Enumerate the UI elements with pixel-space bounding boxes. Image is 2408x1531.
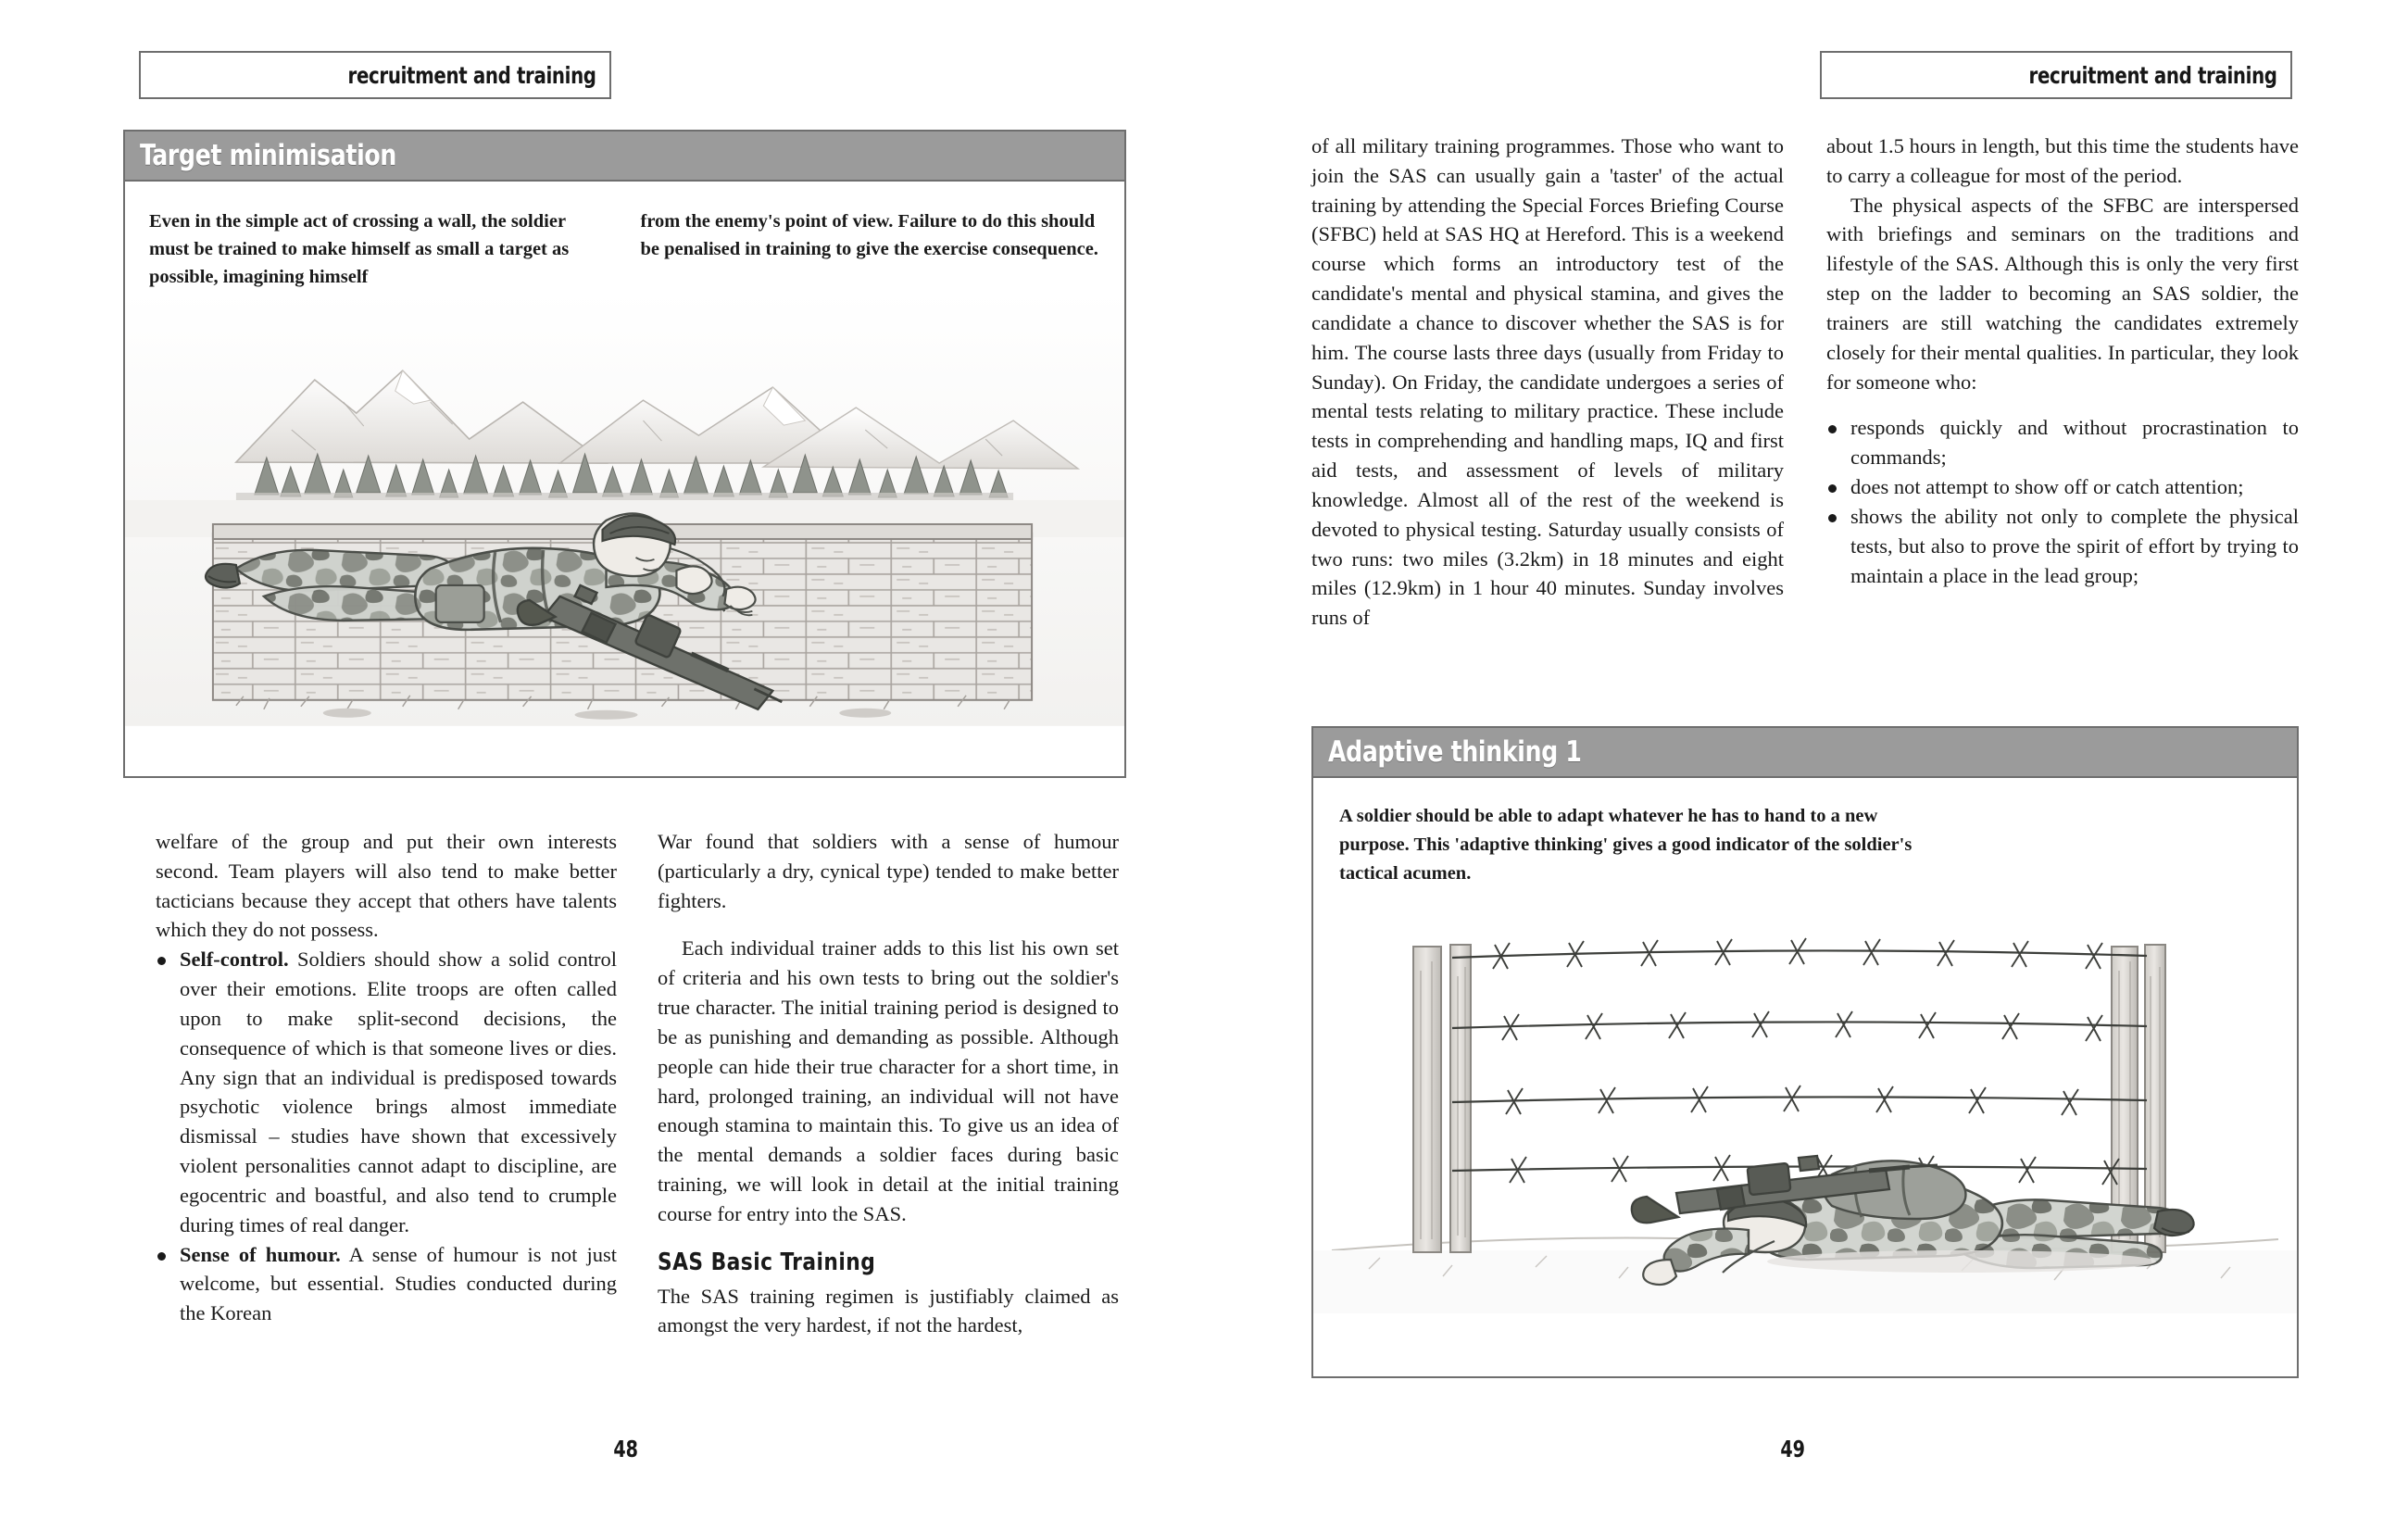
column-2 [1826, 132, 2299, 633]
paragraph-sfbc: of all military training programmes. Those who want to join the SAS can usually gain a 'taster' of the actual training by attending the Special Forces Briefing Course (SFBC) held at SAS HQ at Hereford. This is a weekend course which forms an introductory test of the candidate's mental and physical stamina, and gives the candidate a chance to discover whether the SAS is for him. The course lasts three days (usually from Friday to Sunday). On Friday, the candidate undergoes a series of mental tests relating to military practice. These include tests in comprehending and handling maps, IQ and first aid tests, and assessment of levels of military knowledge. Almost all of the rest of the weekend is devoted to physical testing. Saturday usually consists of two runs: two miles (3.2km) in 18 minutes and eight miles (12.9km) in 1 hour 40 minutes. Sunday involves runs of [1311, 134, 1784, 630]
feature-caption-col-2: from the enemy's point of view. Failure to do this should be penalised in training to give the exercise consequence. [640, 211, 1098, 260]
feature-caption-text: A soldier should be able to adapt whatever he has to hand to a new purpose. This 'adaptive thinking' gives a good indicator of the soldier's tactical acumen. [1339, 806, 1913, 884]
column-1 [1311, 132, 1784, 633]
running-head-left-label: recruitment and training [347, 61, 596, 89]
bullet-sense-of-humour [156, 1240, 617, 1328]
feature-caption-col-1: Even in the simple act of crossing a wall, the soldier must be trained to make himself as small a target as possible, imagining himself [149, 211, 570, 288]
feature-box-target-minimisation [123, 130, 1126, 778]
feature-box-adaptive-thinking [1311, 726, 2299, 1378]
soldier-crossing-brick-wall-illustration [125, 291, 1124, 726]
folio-right: 49 [1780, 1436, 1805, 1462]
paragraph-physical-aspects: The physical aspects of the SFBC are interspersed with briefings and seminars on the traditions and lifestyle of the SAS. Although this is only the very first step on the ladder to becoming an SAS soldier, the trainers are still watching the candidates extremely closely for their mental qualities. In particular, they look for someone who: [1826, 193, 2299, 394]
running-head-left [139, 51, 611, 99]
paragraph-run-length: about 1.5 hours in length, but this time the students have to carry a colleague for most of the period. [1826, 134, 2299, 187]
paragraph-individual-trainer: Each individual trainer adds to this list his own set of criteria and his own tests to bring out the soldier's true character. The initial training period is designed to be as punishing and demanding as possible. Although people can hide their true character for a short time, in hard, prolonged training, an individual will not have enough stamina to maintain this. To give us an idea of the mental demands a soldier faces during basic training, we will look in detail at the initial training course for entry into the SAS. [658, 936, 1119, 1225]
bullet-self-control-text: Soldiers should show a solid control over their emotions. Elite troops are often called upon to make split-second decisions, the consequence of which is that someone lives or dies. Any sign that an individual is predisposed towards psychotic violence brings almost immediate dismissal – studies have shown that excessively violent personalities cannot adapt to discipline, are egocentric and boastful, and also tend to crumple during times of real danger. [180, 947, 617, 1236]
body-columns-right [1311, 132, 2299, 633]
feature-caption [1313, 778, 2297, 887]
feature-title-label: Adaptive thinking 1 [1328, 735, 1582, 769]
bullet-responds-quickly: responds quickly and without procrastination to commands; [1826, 413, 2299, 472]
paragraph-continued: welfare of the group and put their own interests second. Team players will also tend to make better tacticians because they accept that others have talents which they do not possess. [156, 830, 617, 942]
paragraph-training-regimen: The SAS training regimen is justifiably claimed as amongst the very hardest, if not the hardest, [658, 1284, 1119, 1337]
feature-caption [125, 182, 1124, 291]
trait-bullet-list [156, 945, 617, 1328]
subheading-sas-basic-training: SAS Basic Training [658, 1248, 876, 1276]
qualities-bullet-list [1826, 413, 2299, 590]
bullet-no-show-off: does not attempt to show off or catch attention; [1826, 472, 2299, 502]
column-1 [156, 827, 617, 1340]
folio-left: 48 [613, 1436, 638, 1462]
feature-title-bar [125, 132, 1124, 182]
column-2 [658, 827, 1119, 1340]
feature-title-label: Target minimisation [140, 139, 397, 172]
bullet-self-control [156, 945, 617, 1239]
page-right [1204, 0, 2408, 1531]
bullet-ability-complete: shows the ability not only to complete the physical tests, but also to prove the spirit of effort by trying to maintain a place in the lead group; [1826, 502, 2299, 590]
bullet-sense-of-humour-lead: Sense of humour. [180, 1242, 341, 1266]
bullet-sense-of-humour-text: A sense of humour is not just welcome, but essential. Studies conducted during the Korean [180, 1242, 617, 1325]
running-head-right-label: recruitment and training [2028, 61, 2277, 89]
paragraph-korean-war: War found that soldiers with a sense of humour (particularly a dry, cynical type) tended to make better fighters. [658, 830, 1119, 912]
body-columns-left [156, 827, 1135, 1340]
running-head-right [1820, 51, 2292, 99]
soldier-crawling-under-barbed-wire-illustration [1313, 887, 2297, 1313]
feature-title-bar [1313, 728, 2297, 778]
bullet-self-control-lead: Self-control. [180, 947, 289, 972]
